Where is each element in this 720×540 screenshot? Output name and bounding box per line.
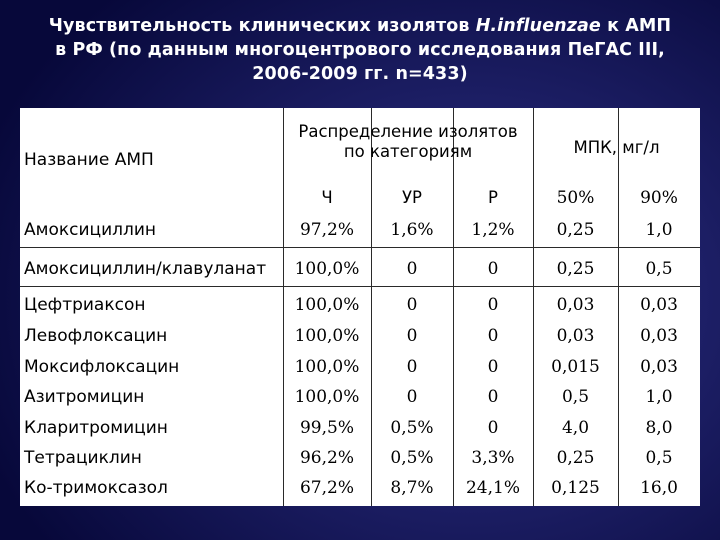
value-intermediate: 0: [406, 326, 418, 346]
drug-name: Цефтриаксон: [24, 295, 146, 315]
value-susceptible: 100,0%: [294, 357, 360, 377]
value-mic50: 0,125: [551, 478, 600, 498]
value-resistant: 0: [487, 357, 499, 377]
header-category-i: УР: [401, 188, 422, 207]
value-intermediate: 0,5%: [390, 418, 434, 438]
title-line-3: 2006-2009 гг. n=433): [252, 64, 468, 84]
value-resistant: 0: [487, 326, 499, 346]
value-susceptible: 67,2%: [299, 478, 354, 498]
value-mic50: 0,25: [556, 448, 595, 468]
drug-name: Амоксициллин/клавуланат: [24, 259, 267, 279]
value-mic90: 0,03: [640, 326, 678, 346]
value-intermediate: 0: [406, 387, 418, 407]
value-mic50: 0,25: [556, 220, 595, 240]
grid-line: [20, 247, 700, 248]
value-resistant: 0: [487, 418, 499, 438]
header-drug-name: Название АМП: [24, 150, 154, 170]
value-mic50: 0,03: [556, 295, 595, 315]
value-susceptible: 99,5%: [299, 418, 354, 438]
value-resistant: 3,3%: [471, 448, 515, 468]
slide-title: [20, 14, 700, 86]
value-mic50: 0,25: [556, 259, 595, 279]
header-distribution: Распределение изолятов по категориям: [298, 122, 518, 161]
header-mic: МПК, мг/л: [573, 138, 660, 157]
grid-line: [20, 286, 700, 287]
value-susceptible: 100,0%: [294, 259, 360, 279]
value-resistant: 1,2%: [471, 220, 515, 240]
value-mic90: 1,0: [645, 387, 673, 407]
drug-name: Кларитромицин: [24, 418, 168, 438]
value-mic90: 0,5: [645, 448, 673, 468]
value-resistant: 0: [487, 387, 499, 407]
susceptibility-table: [20, 108, 700, 506]
drug-name: Моксифлоксацин: [24, 357, 180, 377]
header-mic50: 50%: [556, 188, 595, 208]
value-mic50: 4,0: [561, 418, 590, 438]
value-resistant: 0: [487, 259, 499, 279]
value-intermediate: 0,5%: [390, 448, 434, 468]
value-mic50: 0,015: [551, 357, 600, 377]
value-mic90: 0,03: [640, 295, 678, 315]
drug-name: Амоксициллин: [24, 220, 157, 240]
value-mic90: 0,5: [645, 259, 673, 279]
value-susceptible: 96,2%: [299, 448, 354, 468]
drug-name: Ко-тримоксазол: [24, 478, 168, 498]
value-susceptible: 97,2%: [299, 220, 354, 240]
value-intermediate: 0: [406, 259, 418, 279]
value-intermediate: 0: [406, 295, 418, 315]
value-mic90: 8,0: [645, 418, 673, 438]
value-intermediate: 0: [406, 357, 418, 377]
drug-name: Левофлоксацин: [24, 326, 168, 346]
value-mic50: 0,03: [556, 326, 595, 346]
value-mic90: 16,0: [640, 478, 678, 498]
value-intermediate: 1,6%: [390, 220, 434, 240]
value-susceptible: 100,0%: [294, 295, 360, 315]
value-resistant: 24,1%: [465, 478, 520, 498]
drug-name: Тетрациклин: [24, 448, 142, 468]
value-mic50: 0,5: [561, 387, 590, 407]
title-line-1: Чувствительность клинических изолятов H.influenzae к АМП: [48, 16, 672, 36]
header-mic90: 90%: [640, 188, 678, 208]
value-intermediate: 8,7%: [390, 478, 434, 498]
value-susceptible: 100,0%: [294, 326, 360, 346]
value-mic90: 1,0: [645, 220, 673, 240]
title-line-2: в РФ (по данным многоцентрового исследования ПеГАС III,: [55, 40, 665, 60]
value-mic90: 0,03: [640, 357, 678, 377]
header-category-s: Ч: [321, 188, 333, 207]
drug-name: Азитромицин: [24, 387, 145, 407]
value-resistant: 0: [487, 295, 499, 315]
value-susceptible: 100,0%: [294, 387, 360, 407]
organism-name: H.influenzae: [475, 16, 601, 36]
header-category-r: Р: [488, 188, 498, 207]
